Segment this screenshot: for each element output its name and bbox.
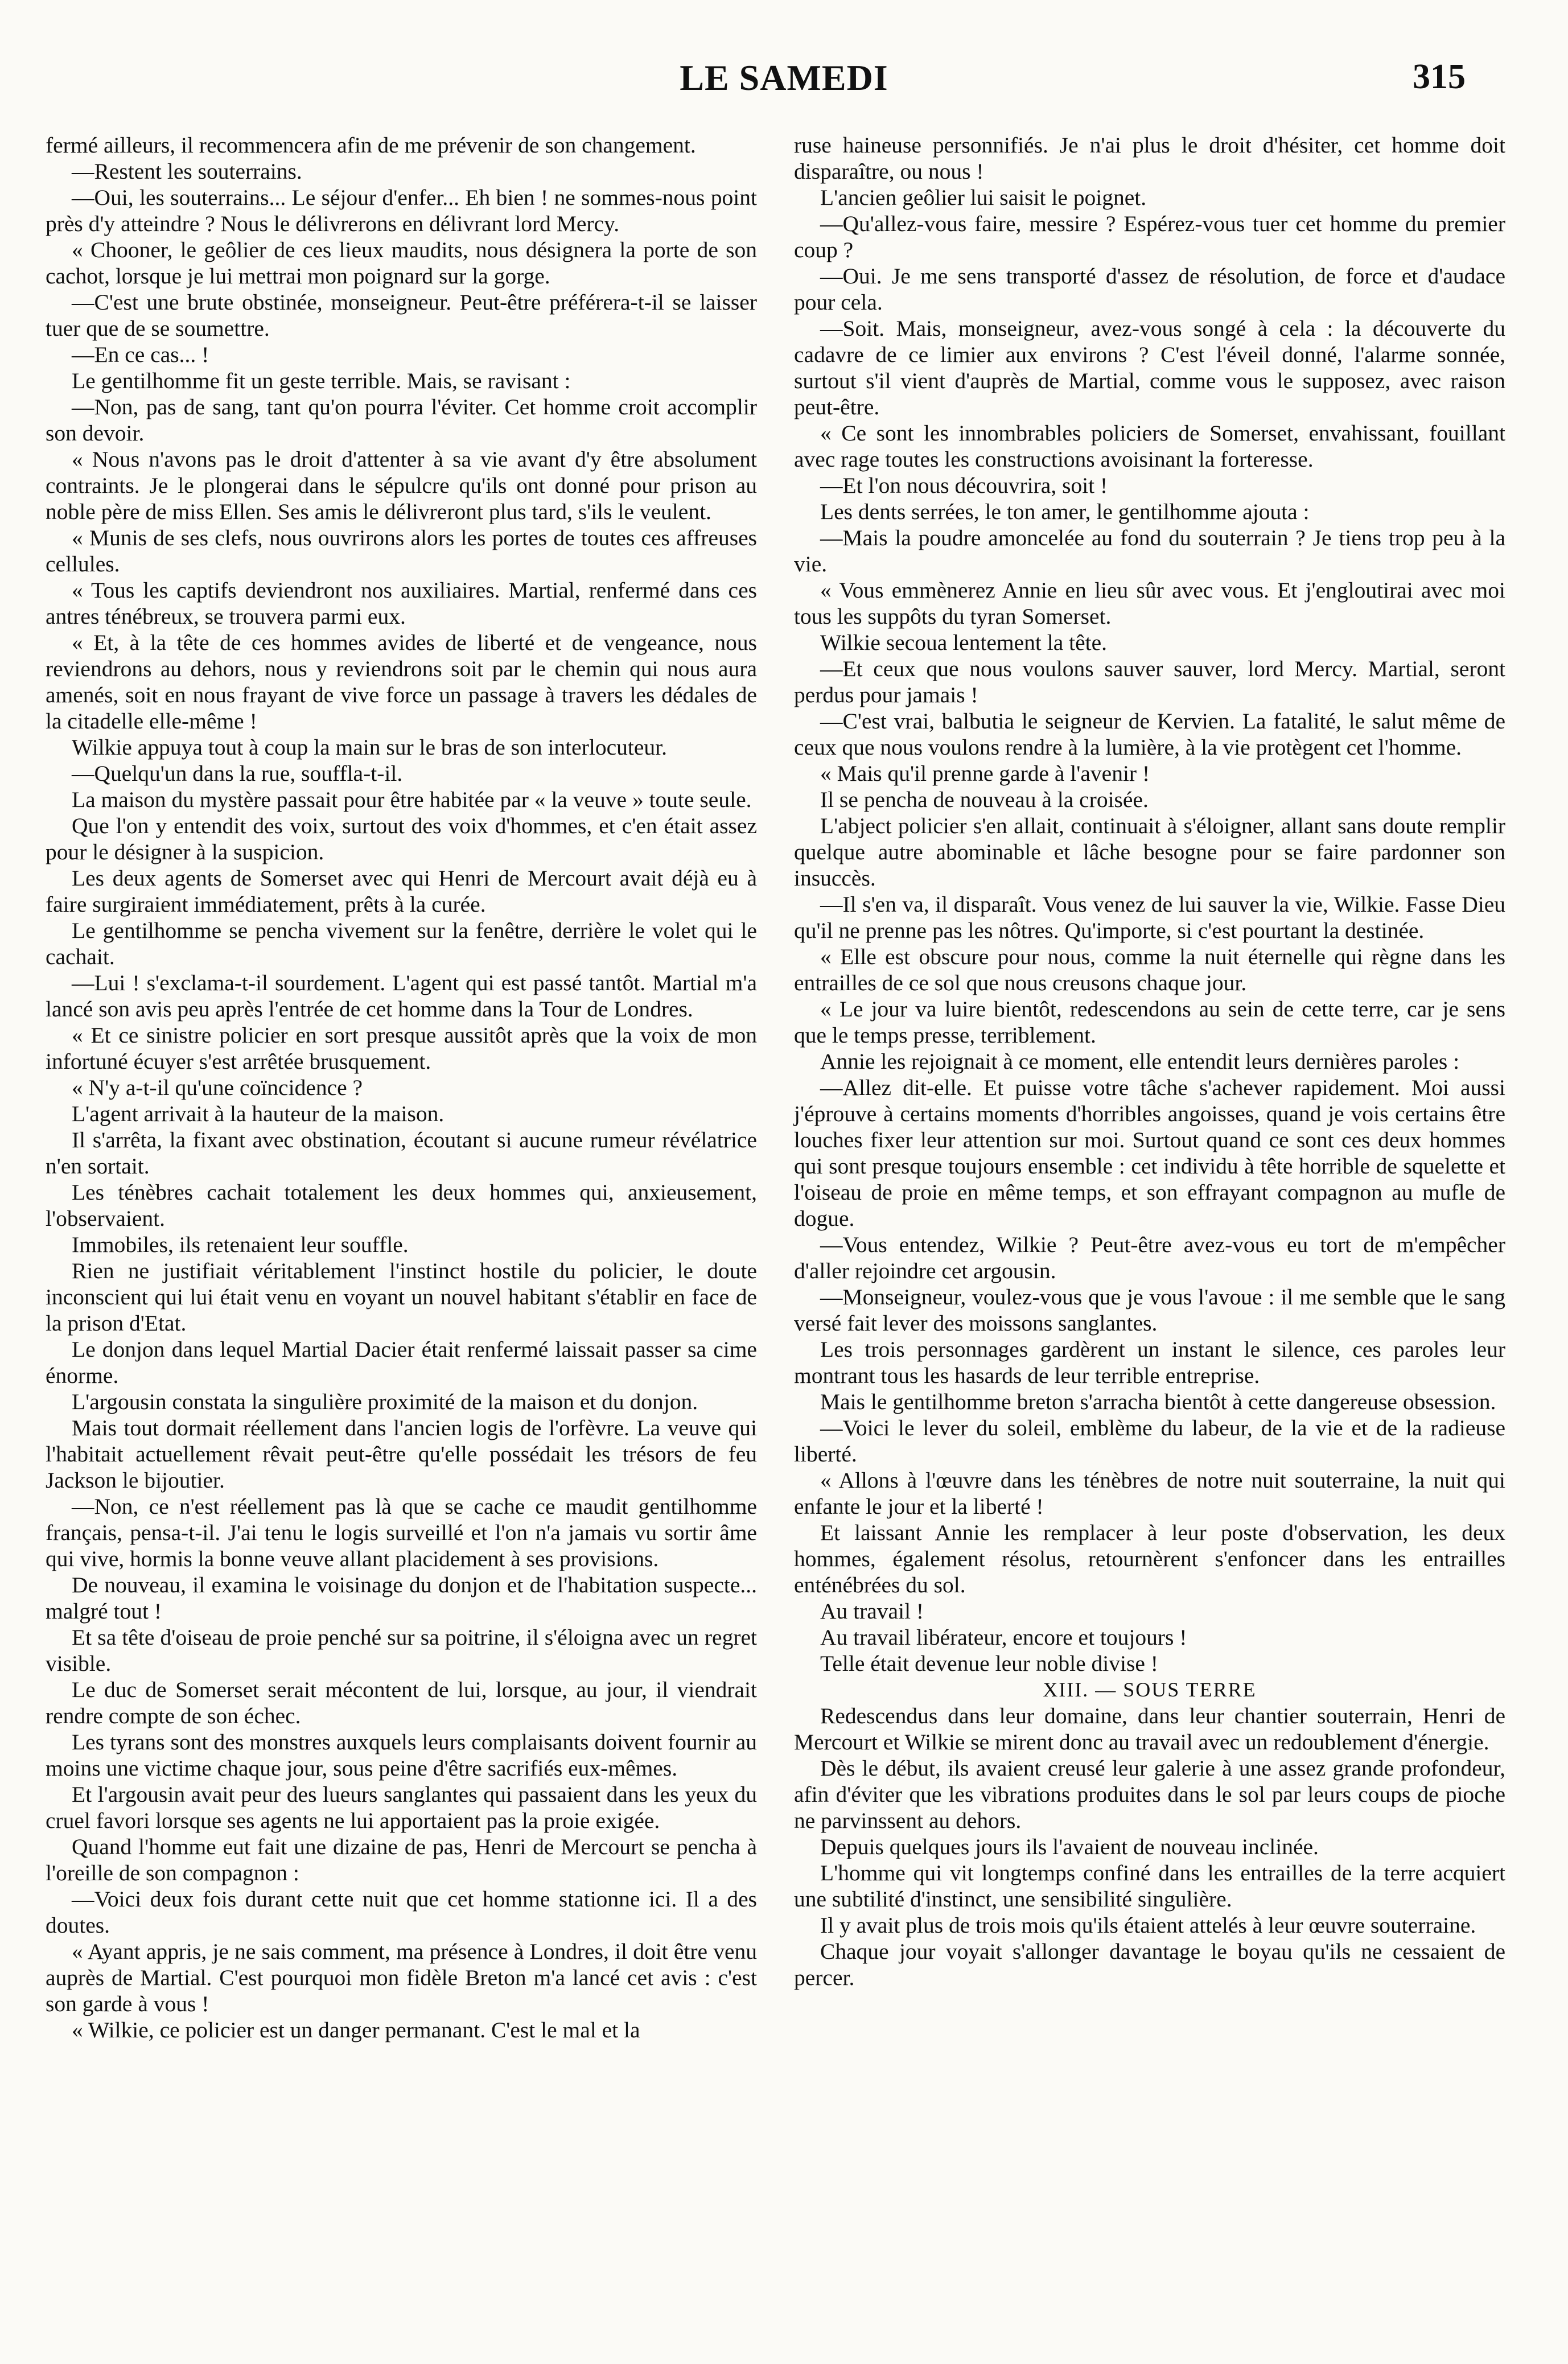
paragraph: Dès le début, ils avaient creusé leur galerie à une assez grande profondeur, afin d'éviter que les vibrations produites dans le sol par leurs coups de pioche ne parvinssent au dehors. bbox=[794, 1756, 1505, 1833]
paragraph: Et laissant Annie les remplacer à leur poste d'observation, les deux hommes, également résolus, retournèrent s'enfoncer dans les entrailles enténébrées du sol. bbox=[794, 1520, 1505, 1597]
paragraph: —Mais la poudre amoncelée au fond du souterrain ? Je tiens trop peu à la vie. bbox=[794, 525, 1505, 576]
paragraph: —Et l'on nous découvrira, soit ! bbox=[820, 473, 1108, 498]
paragraph: ruse haineuse personnifiés. Je n'ai plus le droit d'hésiter, cet homme doit disparaître, ou nous ! bbox=[794, 133, 1505, 184]
paragraph: Quand l'homme eut fait une dizaine de pas, Henri de Mercourt se pencha à l'oreille de son compagnon : bbox=[46, 1834, 757, 1885]
paragraph: Rien ne justifiait véritablement l'instinct hostile du policier, le doute inconscient qui lui était venu en voyant un nouvel habitant s'établir en face de la prison d'Etat. bbox=[46, 1258, 757, 1336]
paragraph: « Le jour va luire bientôt, redescendons au sein de cette terre, car je sens que le temps presse, terriblement. bbox=[794, 996, 1505, 1048]
paragraph: L'abject policier s'en allait, continuait à s'éloigner, allant sans doute remplir quelque autre abominable et lâche besogne pour se faire pardonner son insuccès. bbox=[794, 813, 1505, 891]
paragraph: Telle était devenue leur noble divise ! bbox=[820, 1651, 1158, 1676]
paragraph: Redescendus dans leur domaine, dans leur chantier souterrain, Henri de Mercourt et Wilkie se mirent donc au travail avec un redoublement d'énergie. bbox=[794, 1703, 1505, 1755]
paragraph: Le gentilhomme se pencha vivement sur la fenêtre, derrière le volet qui le cachait. bbox=[46, 918, 757, 969]
paragraph: Depuis quelques jours ils l'avaient de nouveau inclinée. bbox=[820, 1834, 1319, 1859]
paragraph: fermé ailleurs, il recommencera afin de me prévenir de son changement. bbox=[46, 133, 696, 158]
paragraph: « Et, à la tête de ces hommes avides de liberté et de vengeance, nous reviendrons au dehors, nous y reviendrons soit par le chemin qui nous aura amenés, soit en nous frayant de vive force un passage à travers les dédales de la citadelle elle-même ! bbox=[46, 630, 757, 734]
paragraph: Chaque jour voyait s'allonger davantage le boyau qu'ils ne cessaient de percer. bbox=[794, 1939, 1505, 1990]
paragraph: —Allez dit-elle. Et puisse votre tâche s'achever rapidement. Moi aussi j'éprouve à certains moments d'horribles angoisses, quand je vois certains être louches fixer leur attention sur moi. Surtout quand ce sont ces deux hommes qui sont presque toujours ensemble : cet individu à tête horrible de squelette et l'oiseau de proie en même temps, et son effrayant compagnon au mufle de dogue. bbox=[794, 1075, 1505, 1231]
paragraph: « Allons à l'œuvre dans les ténèbres de notre nuit souterraine, la nuit qui enfante le jour et la liberté ! bbox=[794, 1468, 1505, 1519]
section-title: XIII. — SOUS TERRE bbox=[1043, 1678, 1257, 1701]
paragraph: Et l'argousin avait peur des lueurs sanglantes qui passaient dans les yeux du cruel favori lorsque ses agents ne lui apportaient pas la proie exigée. bbox=[46, 1782, 757, 1833]
page-header bbox=[0, 57, 1568, 108]
paragraph: —Et ceux que nous voulons sauver sauver, lord Mercy. Martial, seront perdus pour jamais ! bbox=[794, 656, 1505, 707]
paragraph: —Monseigneur, voulez-vous que je vous l'avoue : il me semble que le sang versé fait lever des moissons sanglantes. bbox=[794, 1284, 1505, 1336]
paragraph: —Lui ! s'exclama-t-il sourdement. L'agent qui est passé tantôt. Martial m'a lancé son avis peu après l'entrée de cet homme dans la Tour de Londres. bbox=[46, 970, 757, 1022]
paragraph: —Vous entendez, Wilkie ? Peut-être avez-vous eu tort de m'empêcher d'aller rejoindre cet argousin. bbox=[794, 1232, 1505, 1283]
paragraph: —Non, pas de sang, tant qu'on pourra l'éviter. Cet homme croit accomplir son devoir. bbox=[46, 394, 757, 446]
paragraph: Les dents serrées, le ton amer, le gentilhomme ajouta : bbox=[820, 499, 1310, 524]
paragraph: Annie les rejoignait à ce moment, elle entendit leurs dernières paroles : bbox=[820, 1049, 1460, 1074]
paragraph: Il s'arrêta, la fixant avec obstination, écoutant si aucune rumeur révélatrice n'en sortait. bbox=[46, 1127, 757, 1179]
paragraph: Et sa tête d'oiseau de proie penché sur sa poitrine, il s'éloigna avec un regret visible. bbox=[46, 1625, 757, 1676]
paragraph: —Quelqu'un dans la rue, souffla-t-il. bbox=[72, 761, 403, 786]
paragraph: « Elle est obscure pour nous, comme la nuit éternelle qui règne dans les entrailles de ce sol que nous creusons chaque jour. bbox=[794, 944, 1505, 995]
paragraph: « Vous emmènerez Annie en lieu sûr avec vous. Et j'engloutirai avec moi tous les suppôts du tyran Somerset. bbox=[794, 578, 1505, 629]
paragraph: Wilkie appuya tout à coup la main sur le bras de son interlocuteur. bbox=[72, 735, 667, 760]
paragraph: Les trois personnages gardèrent un instant le silence, ces paroles leur montrant tous les hasards de leur terrible entreprise. bbox=[794, 1337, 1505, 1388]
paragraph: Les tyrans sont des monstres auxquels leurs complaisants doivent fournir au moins une victime chaque jour, sous peine d'être sacrifiés eux-mêmes. bbox=[46, 1729, 757, 1781]
paragraph: Le gentilhomme fit un geste terrible. Mais, se ravisant : bbox=[72, 368, 571, 393]
paragraph: L'argousin constata la singulière proximité de la maison et du donjon. bbox=[72, 1389, 698, 1414]
left-column bbox=[46, 132, 757, 2043]
paragraph: —Il s'en va, il disparaît. Vous venez de lui sauver la vie, Wilkie. Fasse Dieu qu'il ne prenne pas les nôtres. Qu'importe, si c'est pourtant la destinée. bbox=[794, 892, 1505, 943]
paragraph: Mais tout dormait réellement dans l'ancien logis de l'orfèvre. La veuve qui l'habitait actuellement rêvait peut-être qu'elle possédait les trésors de feu Jackson le bijoutier. bbox=[46, 1415, 757, 1493]
paragraph: —Non, ce n'est réellement pas là que se cache ce maudit gentilhomme français, pensa-t-il. J'ai tenu le logis surveillé et l'on n'a jamais vu sortir âme qui vive, hormis la bonne veuve allant placidement à ses provisions. bbox=[46, 1494, 757, 1571]
paragraph: —Oui, les souterrains... Le séjour d'enfer... Eh bien ! ne sommes-nous point près d'y atteindre ? Nous le délivrerons en délivrant lord Mercy. bbox=[46, 185, 757, 236]
paragraph: « Ce sont les innombrables policiers de Somerset, envahissant, fouillant avec rage toutes les constructions avoisinant la forteresse. bbox=[794, 421, 1505, 472]
paragraph: De nouveau, il examina le voisinage du donjon et de l'habitation suspecte... malgré tout ! bbox=[46, 1572, 757, 1624]
paragraph: « Munis de ses clefs, nous ouvrirons alors les portes de toutes ces affreuses cellules. bbox=[46, 525, 757, 576]
paragraph: —Qu'allez-vous faire, messire ? Espérez-vous tuer cet homme du premier coup ? bbox=[794, 211, 1505, 262]
paragraph: Mais le gentilhomme breton s'arracha bientôt à cette dangereuse obsession. bbox=[820, 1389, 1496, 1414]
journal-title: LE SAMEDI bbox=[680, 57, 888, 98]
paragraph: « Tous les captifs deviendront nos auxiliaires. Martial, renfermé dans ces antres ténébreux, se trouvera parmi eux. bbox=[46, 578, 757, 629]
paragraph: « Mais qu'il prenne garde à l'avenir ! bbox=[820, 761, 1150, 786]
paragraph: Le duc de Somerset serait mécontent de lui, lorsque, au jour, il viendrait rendre compte de son échec. bbox=[46, 1677, 757, 1728]
paragraph: Que l'on y entendit des voix, surtout des voix d'hommes, et c'en était assez pour le désigner à la suspicion. bbox=[46, 813, 757, 864]
paragraph: —Soit. Mais, monseigneur, avez-vous songé à cela : la découverte du cadavre de ce limier aux environs ? C'est l'éveil donné, l'alarme sonnée, surtout s'il vient d'auprès de Martial, comme vous le supposez, avec raison peut-être. bbox=[794, 316, 1505, 419]
paragraph: Le donjon dans lequel Martial Dacier était renfermé laissait passer sa cime énorme. bbox=[46, 1337, 757, 1388]
paragraph: Wilkie secoua lentement la tête. bbox=[820, 630, 1108, 655]
paragraph: « Nous n'avons pas le droit d'attenter à sa vie avant d'y être absolument contraints. Je le plongerai dans le sépulcre qu'ils ont donné pour prison au noble père de miss Ellen. Ses amis le délivreront plus tard, s'ils le veulent. bbox=[46, 447, 757, 524]
paragraph: —Oui. Je me sens transporté d'assez de résolution, de force et d'audace pour cela. bbox=[794, 263, 1505, 315]
paragraph: Les ténèbres cachait totalement les deux hommes qui, anxieusement, l'observaient. bbox=[46, 1180, 757, 1231]
paragraph: Il se pencha de nouveau à la croisée. bbox=[820, 787, 1149, 812]
paragraph: Au travail ! bbox=[820, 1599, 924, 1624]
paragraph: « N'y a-t-il qu'une coïncidence ? bbox=[72, 1075, 363, 1100]
paragraph: —Voici le lever du soleil, emblème du labeur, de la vie et de la radieuse liberté. bbox=[794, 1415, 1505, 1467]
paragraph: —C'est vrai, balbutia le seigneur de Kervien. La fatalité, le salut même de ceux que nous voulons rendre à la lumière, à la vie protègent cet l'homme. bbox=[794, 709, 1505, 760]
paragraph: —En ce cas... ! bbox=[72, 342, 209, 367]
paragraph: —C'est une brute obstinée, monseigneur. Peut-être préférera-t-il se laisser tuer que de se soumettre. bbox=[46, 290, 757, 341]
paragraph: Il y avait plus de trois mois qu'ils étaient attelés à leur œuvre souterraine. bbox=[820, 1913, 1476, 1938]
paragraph: « Chooner, le geôlier de ces lieux maudits, nous désignera la porte de son cachot, lorsque je lui mettrai mon poignard sur la gorge. bbox=[46, 237, 757, 289]
paragraph: « Ayant appris, je ne sais comment, ma présence à Londres, il doit être venu auprès de Martial. C'est pourquoi mon fidèle Breton m'a lancé cet avis : c'est son garde à vous ! bbox=[46, 1939, 757, 2016]
paragraph: L'agent arrivait à la hauteur de la maison. bbox=[72, 1101, 445, 1126]
paragraph: « Et ce sinistre policier en sort presque aussitôt après que la voix de mon infortuné écuyer s'est arrêtée brusquement. bbox=[46, 1023, 757, 1074]
paragraph: « Wilkie, ce policier est un danger permanant. C'est le mal et la bbox=[72, 2017, 640, 2042]
paragraph: La maison du mystère passait pour être habitée par « la veuve » toute seule. bbox=[72, 787, 752, 812]
paragraph: Les deux agents de Somerset avec qui Henri de Mercourt avait déjà eu à faire surgiraient immédiatement, prêts à la curée. bbox=[46, 866, 757, 917]
paragraph: —Voici deux fois durant cette nuit que cet homme stationne ici. Il a des doutes. bbox=[46, 1887, 757, 1938]
paragraph: L'ancien geôlier lui saisit le poignet. bbox=[820, 185, 1147, 210]
page-number: 315 bbox=[1413, 57, 1466, 96]
paragraph: Immobiles, ils retenaient leur souffle. bbox=[72, 1232, 409, 1257]
paragraph: —Restent les souterrains. bbox=[72, 159, 302, 184]
paragraph: L'homme qui vit longtemps confiné dans les entrailles de la terre acquiert une subtilité d'instinct, une sensibilité singulière. bbox=[794, 1860, 1505, 1912]
right-column bbox=[794, 132, 1505, 1991]
paragraph: Au travail libérateur, encore et toujours ! bbox=[820, 1625, 1187, 1650]
